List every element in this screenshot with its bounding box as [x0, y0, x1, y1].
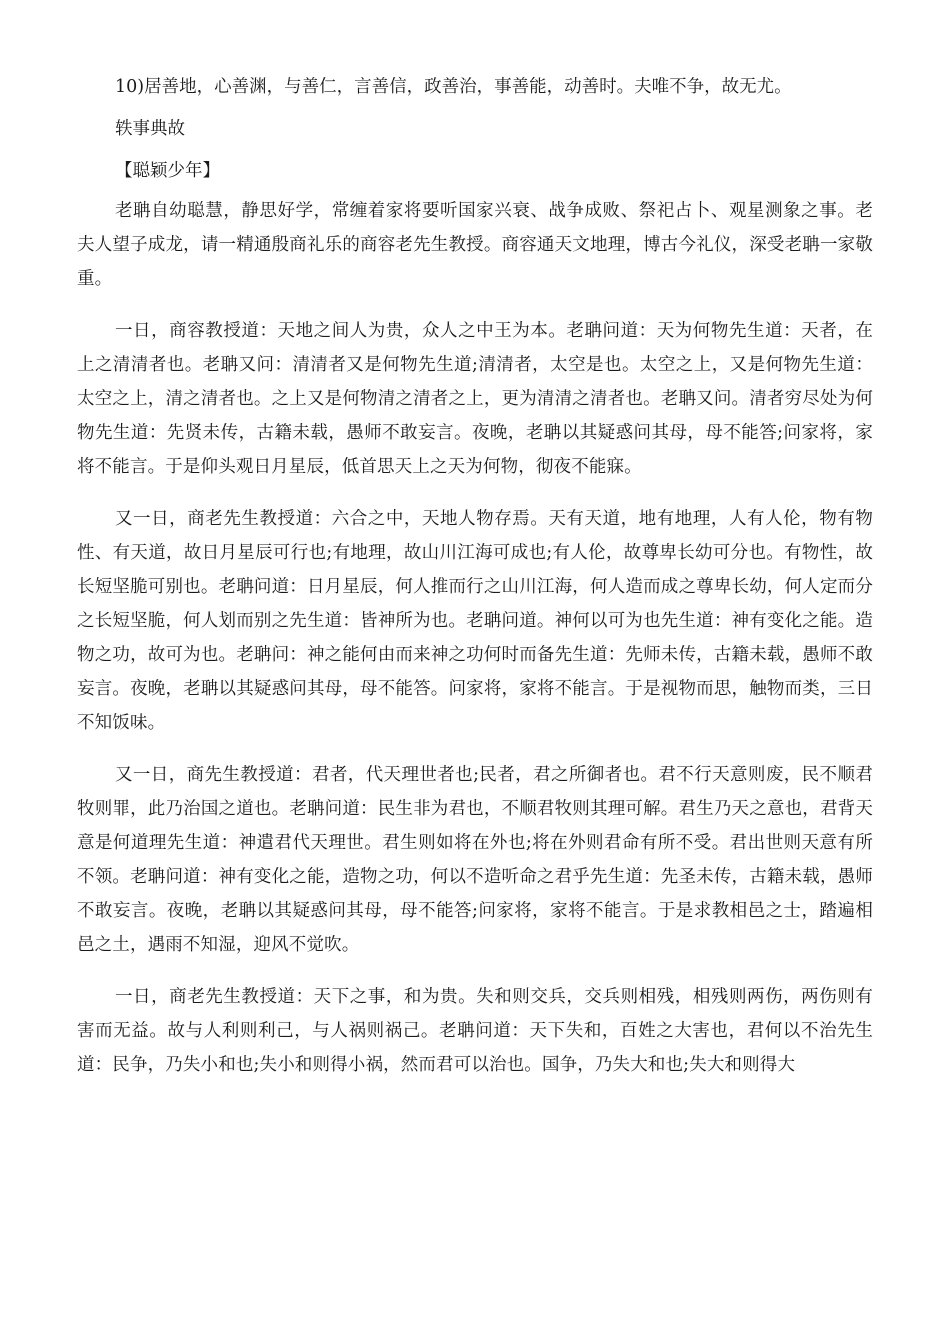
document-page: [77, 76, 873, 1100]
quote-line: 10)居善地，心善渊，与善仁，言善信，政善治，事善能，动善时。夫唯不争，故无尤。: [115, 77, 792, 97]
paragraph: 一日，商老先生教授道：天下之事，和为贵。失和则交兵，交兵则相残，相残则两伤，两伤则有害而无益。故与人利则利己，与人祸则祸己。老聃问道：天下失和，百姓之大害也，君何以不治先生道：民争，乃失小和也;失小和则得小祸，然而君可以治也。国争，乃失大和也;失大和则得大: [77, 987, 873, 1075]
subsection-heading: 【聪颖少年】: [115, 161, 220, 181]
paragraph: 一日，商容教授道：天地之间人为贵，众人之中王为本。老聃问道：天为何物先生道：天者，在上之清清者也。老聃又问：清清者又是何物先生道;清清者，太空是也。太空之上，又是何物先生道：太空之上，清之清者也。之上又是何物清之清者之上，更为清清之清者也。老聃又问。清者穷尽处为何物先生道：先贤未传，古籍未载，愚师不敢妄言。夜晚，老聃以其疑惑问其母，母不能答;问家将，家将不能言。于是仰头观日月星辰，低首思天上之天为何物，彻夜不能寐。: [77, 321, 873, 477]
paragraph: 又一日，商先生教授道：君者，代天理世者也;民者，君之所御者也。君不行天意则废，民不顺君牧则罪，此乃治国之道也。老聃问道：民生非为君也，不顺君牧则其理可解。君生乃天之意也，君背天意是何道理先生道：神遣君代天理世。君生则如将在外也;将在外则君命有所不受。君出世则天意有所不领。老聃问道：神有变化之能，造物之功，何以不造听命之君乎先生道：先圣未传，古籍未载，愚师不敢妄言。夜晚，老聃以其疑惑问其母，母不能答;问家将，家将不能言。于是求教相邑之士，踏遍相邑之土，遇雨不知湿，迎风不觉吹。: [77, 765, 873, 955]
paragraph: 又一日，商老先生教授道：六合之中，天地人物存焉。天有天道，地有地理，人有人伦，物有物性、有天道，故日月星辰可行也;有地理，故山川江海可成也;有人伦，故尊卑长幼可分也。有物性，故长短坚脆可别也。老聃问道：日月星辰，何人推而行之山川江海，何人造而成之尊卑长幼，何人定而分之长短坚脆，何人划而别之先生道：皆神所为也。老聃问道。神何以可为也先生道：神有变化之能。造物之功，故可为也。老聃问：神之能何由而来神之功何时而备先生道：先师未传，古籍未载，愚师不敢妄言。夜晚，老聃以其疑惑问其母，母不能答。问家将，家将不能言。于是视物而思，触物而类，三日不知饭味。: [77, 509, 873, 733]
section-heading: 轶事典故: [115, 119, 185, 139]
paragraph: 老聃自幼聪慧，静思好学，常缠着家将要听国家兴衰、战争成败、祭祀占卜、观星测象之事。老夫人望子成龙，请一精通殷商礼乐的商容老先生教授。商容通天文地理，博古今礼仪，深受老聃一家敬重。: [77, 201, 873, 289]
